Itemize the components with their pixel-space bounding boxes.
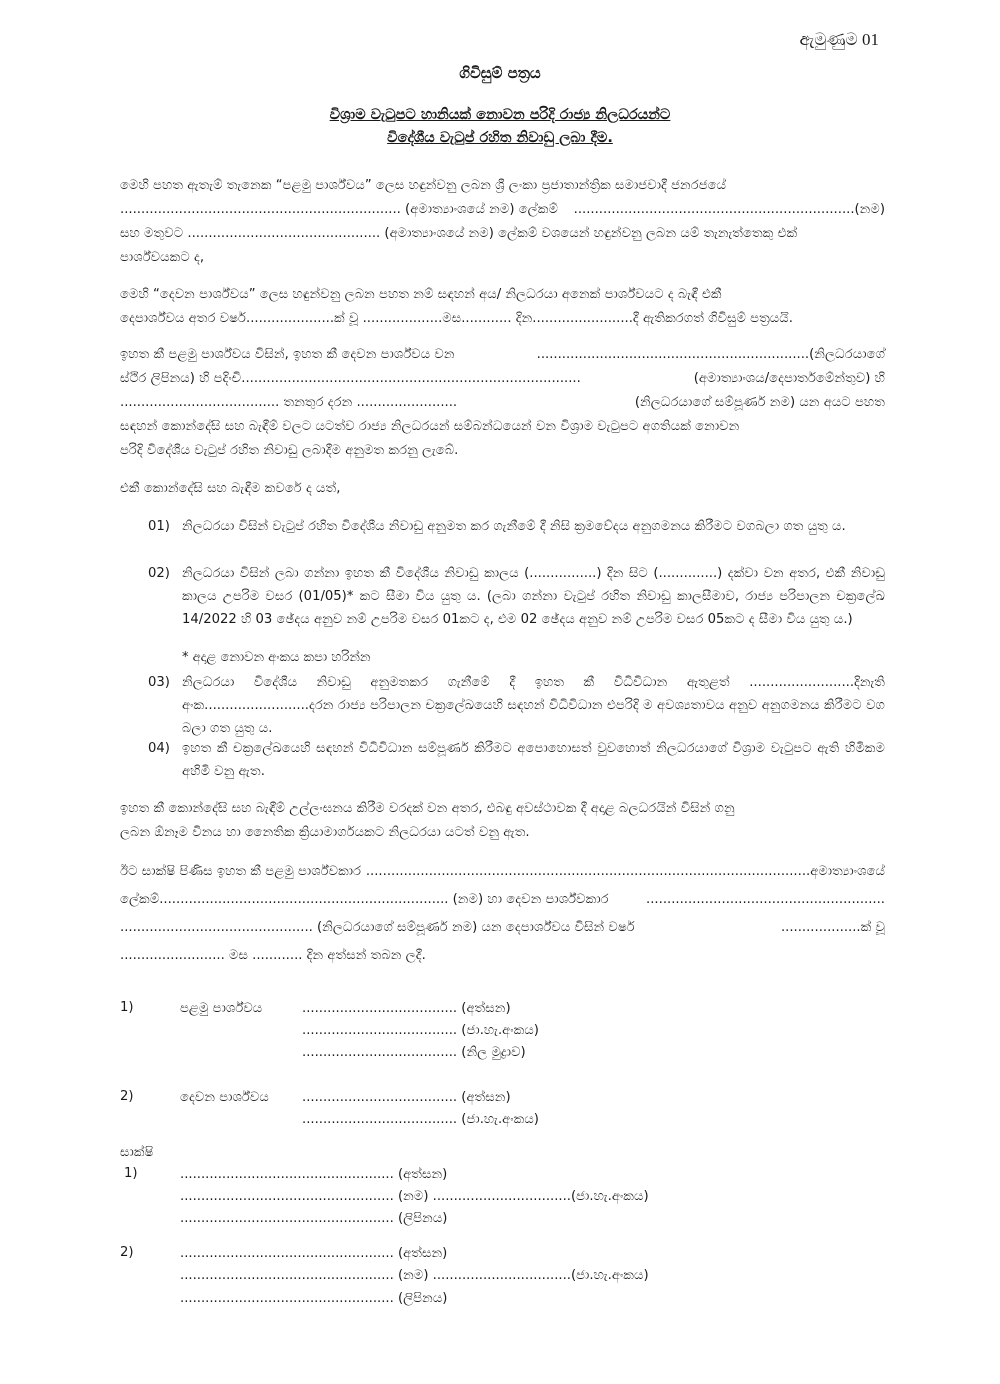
witness-para-line2a: ලේකම්..................................................................... (නම) හා දෙවන පාර්ශ්වකාර bbox=[120, 892, 609, 907]
party2-label: දෙවන පාර්ශ්වය bbox=[180, 1090, 269, 1105]
para1-line2a: ................................................................... (අමාත්‍යාංශයේ නම) ලේකම් bbox=[120, 202, 558, 217]
witness1-signature-line: ................................................... (අත්සන) bbox=[180, 1167, 448, 1182]
party2-number: 2) bbox=[120, 1089, 134, 1104]
para3-line5: පරිදි විදේශීය වැටුප් රහිත නිවාඩු ලබාදීම අනුමත කරනු ලැබේ. bbox=[120, 443, 459, 458]
witness-para-line1b: ..........................................................................................................අමාත්‍යාංශයේ bbox=[365, 864, 885, 879]
heading-line-2: විදේශීය වැටුප් රහිත නිවාඩු ලබා දීම. bbox=[387, 130, 613, 146]
condition-number: 04) bbox=[148, 741, 170, 756]
party1-number: 1) bbox=[120, 1000, 134, 1015]
party2-signature-line: ..................................... (අත්සන) bbox=[302, 1090, 511, 1105]
condition-text: නිලධරයා විදේශීය නිවාඩු අනුමතකර ගැනීමේ දී ඉහත කී විධිවිධාන ඇතුළත් .........................දිනැති අංක.........................දරන රාජ්‍ය පරිපාලන චක්‍රලේඛයෙහි සඳහන් විධිවිධාන එපරිදි ම අවශ්‍යතාවය අනුව අනුගමනය කිරීමට වග බලා ගත යුතු ය. bbox=[182, 675, 885, 736]
breach-line1: ඉහත කී කොන්දේසි සහ බැඳීම් උල්ලංඝනය කිරීම වරදක් වන අතර, එබඳු අවස්ථාවක දී අදාළ බලධරයින් විසින් ගනු bbox=[120, 801, 735, 816]
witnesses-label: සාක්ෂි bbox=[120, 1145, 154, 1160]
witness2-number: 2) bbox=[120, 1245, 134, 1260]
party1-nic-line: ..................................... (ජා.හැ.අංකය) bbox=[302, 1023, 539, 1038]
conditions-intro: එකී කොන්දේසි සහ බැඳීම කවරේ ද යත්, bbox=[120, 481, 341, 496]
condition-item bbox=[148, 671, 885, 740]
breach-line2: ලබන ඕනෑම විනය හා නෛතික ක්‍රියාමාර්ගයකට නිලධරයා යටත් වනු ඇත. bbox=[120, 825, 530, 840]
condition-number: 03) bbox=[148, 675, 170, 690]
witness1-name-nic-line: ................................................... (නම) .................................(ජා.හැ.අංකය) bbox=[180, 1189, 649, 1204]
para2-line1: මෙහි “දෙවන පාර්ශ්වය” ලෙස හඳුන්වනු ලබන පහත නම් සඳහන් අය/ නිලධරයා අනෙක් පාර්ශ්වයට ද බැඳී එකී bbox=[120, 287, 722, 302]
para3-line4: සඳහන් කොන්දේසි සහ බැඳීම් වලට යටත්ව රාජ්‍ය නිලධරයන් සම්බන්ධයෙන් වන විශ්‍රාම වැටුපට අගතියක් නොවන bbox=[120, 419, 740, 434]
condition-item bbox=[148, 562, 885, 631]
para3-line1b: .................................................................(නිලධරයාගේ bbox=[536, 347, 885, 362]
para1-line4: පාර්ශ්වයකට ද, bbox=[120, 250, 205, 265]
para3-line2b: (අමාත්‍යාංශය/දෙපාර්තමේන්තුව) හි bbox=[693, 371, 885, 386]
annex-label: ඇමුණුම 01 bbox=[799, 30, 879, 49]
party1-label: පළමු පාර්ශ්වය bbox=[180, 1001, 263, 1016]
condition-text: නිලධරයා විසින් වැටුප් රහිත විදේශීය නිවාඩු අනුමත කර ගැනීමේ දී නිසි ක්‍රමවේදය අනුගමනය කිරීමට වගබලා ගත යුතු ය. bbox=[182, 519, 846, 534]
para3-line3a: ...................................... තනතුර දරන ........................ bbox=[120, 395, 458, 410]
condition-item bbox=[148, 515, 885, 538]
witness2-name-nic-line: ................................................... (නම) .................................(ජා.හැ.අංකය) bbox=[180, 1268, 649, 1283]
witness-para-line4: ......................... මස ............ දින අත්සන් තබන ලදී. bbox=[120, 948, 426, 963]
witness-para-line3a: .............................................. (නිලධරයාගේ සම්පූර්ණ නම) යන දෙපාර්ශ්වය විසින් වර්ෂ bbox=[120, 920, 635, 935]
party1-seal-line: ..................................... (නිල මුද්‍රාව) bbox=[302, 1045, 526, 1060]
condition-note: * අදාළ නොවන අංකය කපා හරින්න bbox=[182, 650, 371, 665]
witness-para-line3b: ...................ක් වූ bbox=[780, 920, 885, 935]
condition-number: 02) bbox=[148, 566, 170, 581]
para1-line1: මෙහි පහත ඇතැම් තැනෙක “පළමු පාර්ශ්වය” ලෙස හඳුන්වනු ලබන ශ්‍රී ලංකා ප්‍රජාතාන්ත්‍රික සමාජවාදී ජනරජයේ bbox=[120, 178, 727, 193]
para3-line1a: ඉහත කී පළමු පාර්ශ්වය විසින්, ඉහත කී දෙවන පාර්ශ්වය වන bbox=[120, 347, 455, 362]
condition-text: නිලධරයා විසින් ලබා ගන්නා ඉහත කී විදේශීය නිවාඩු කාලය (................) දින සිට (..............) දක්වා වන අතර, එකී නිවාඩු කාලය උපරිම වසර (01/05)* කට සීමා විය යුතු ය. (ලබා ගන්නා වැටුප් රහිත නිවාඩු කාලසීමාව, රාජ්‍ය පරිපාලන චක්‍රලේඛ 14/2022 හි 03 ඡේදය අනුව නම් උපරිම වසර 01කට ද, එම 02 ඡේදය අනුව නම් උපරිම වසර 05කට ද සීමා විය යුතු ය.) bbox=[182, 566, 885, 627]
witness-para-line2b: ......................................................... bbox=[646, 892, 885, 907]
para3-line2a: ස්ථිර ලිපිනය) හි පදිංචි................................................................................. bbox=[120, 371, 581, 386]
witness2-signature-line: ................................................... (අත්සන) bbox=[180, 1246, 448, 1261]
party2-nic-line: ..................................... (ජා.හැ.අංකය) bbox=[302, 1112, 539, 1127]
document-title: ගිවිසුම් පත්‍රය bbox=[459, 64, 541, 82]
para3-line3b: (නිලධරයාගේ සම්පූර්ණ නම) යන අයට පහත bbox=[634, 395, 885, 410]
para1-line3: සහ මතුවට .............................................. (අමාත්‍යාංශයේ නම) ලේකම් වශයෙන් හඳුන්වනු ලබන යම් තැනැත්තෙකු එක් bbox=[120, 226, 798, 241]
para2-line2: දෙපාර්ශ්වය අතර වර්ෂ.....................ක් වූ ...................මස............ දින........................දී ඇතිකරගත් ගිවිසුම් පත්‍රයයි. bbox=[120, 311, 793, 326]
witness-para-line1a: ඊට සාක්ෂි පිණිස ඉහත කී පළමු පාර්ශ්වකාර bbox=[120, 864, 362, 879]
witness1-number: 1) bbox=[124, 1166, 138, 1181]
heading-line-1: විශ්‍රාම වැටුපට හානියක් නොවන පරිදි රාජ්‍ය නිලධරයන්ට bbox=[329, 107, 671, 123]
witness2-address-line: ................................................... (ලිපිනය) bbox=[180, 1291, 448, 1306]
witness1-address-line: ................................................... (ලිපිනය) bbox=[180, 1211, 448, 1226]
condition-number: 01) bbox=[148, 519, 170, 534]
party1-signature-line: ..................................... (අත්සන) bbox=[302, 1001, 511, 1016]
condition-text: ඉහත කී චක්‍රලේඛයෙහි සඳහන් විධිවිධාන සම්පූර්ණ කිරීමට අපොහොසත් වුවහොත් නිලධරයාගේ විශ්‍රාම වැටුපට ඇති හිමිකම අහිමි වනු ඇත. bbox=[182, 741, 885, 779]
para1-line2b: ...................................................................(නම) bbox=[573, 202, 885, 217]
condition-item bbox=[148, 737, 885, 783]
